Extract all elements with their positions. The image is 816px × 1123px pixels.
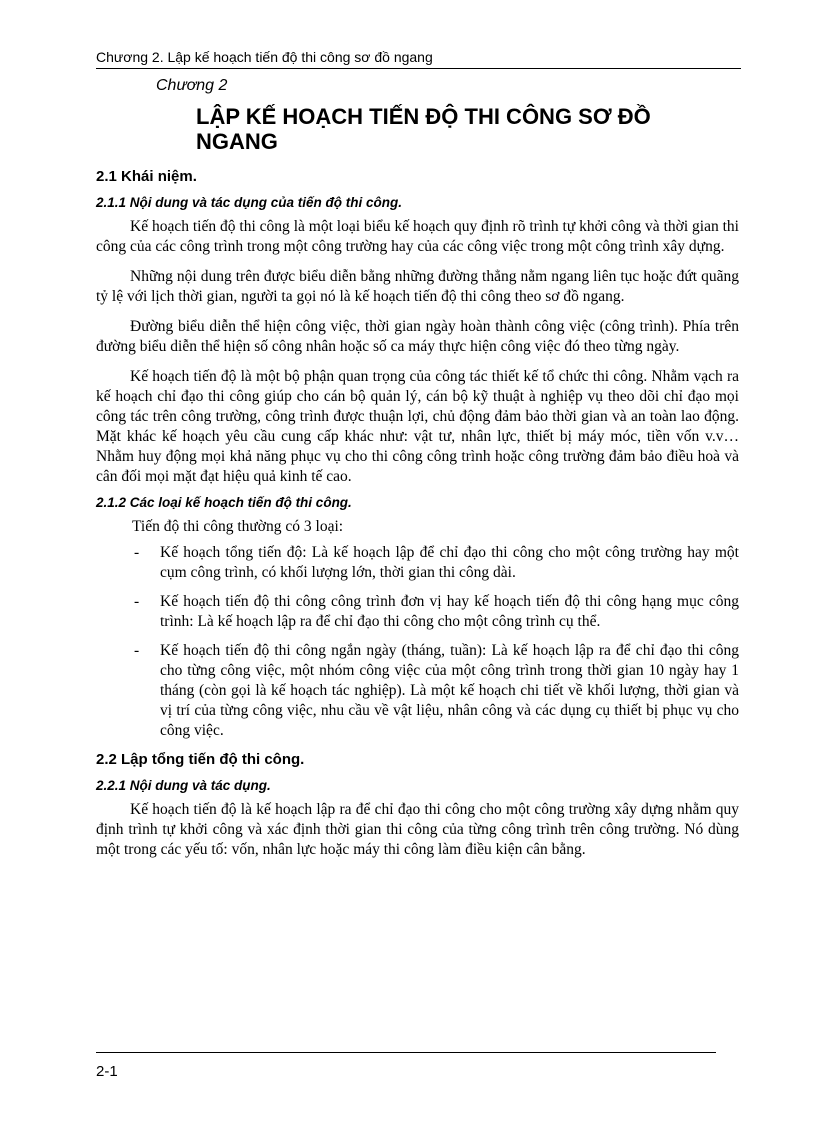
list-dash: - (134, 642, 140, 659)
paragraph: Kế hoạch tiến độ thi công là một loại biểu kế hoạch quy định rõ trình tự khởi công và thời gian thi công của các công trình trong một công trường hay của các công việc trong một công trình xây dựng. (96, 218, 739, 255)
paragraph: Những nội dung trên được biểu diễn bằng những đường thẳng nằm ngang liên tục hoặc đứt quãng tỷ lệ với lịch thời gian, người ta gọi nó là kế hoạch tiến độ thi công theo sơ đồ ngang. (96, 268, 739, 305)
page-body (96, 167, 739, 870)
footer-rule (96, 1052, 716, 1053)
chapter-label: Chương 2 (156, 77, 228, 94)
list-item (96, 641, 739, 741)
plan-types-list (96, 543, 739, 741)
section-heading-2-2: 2.2 Lập tổng tiến độ thi công. (96, 751, 305, 768)
subsection-heading-2-1-1: 2.1.1 Nội dung và tác dụng của tiến độ thi công. (96, 195, 403, 210)
list-intro: Tiến độ thi công thường có 3 loại: (132, 518, 344, 535)
section-heading-2-1: 2.1 Khái niệm. (96, 168, 197, 185)
list-item-text: Kế hoạch tổng tiến độ: Là kế hoạch lập để chỉ đạo thi công cho một công trường hay một cụm công trình, có khối lượng lớn, thời gian thi công dài. (160, 544, 739, 581)
running-header: Chương 2. Lập kế hoạch tiến độ thi công sơ đồ ngang (96, 49, 433, 65)
paragraph: Kế hoạch tiến độ là kế hoạch lập ra để chỉ đạo thi công cho một công trường xây dựng nhằm quy định trình tự khởi công và xác định thời gian thi công của từng công trình trên công trường. Nó dùng một trong các yếu tố: vốn, nhân lực hoặc máy thi công làm điều kiện cân bằng. (96, 801, 739, 858)
list-dash: - (134, 593, 140, 610)
subsection-heading-2-1-2: 2.1.2 Các loại kế hoạch tiến độ thi công. (96, 495, 352, 510)
list-item-text: Kế hoạch tiến độ thi công công trình đơn vị hay kế hoạch tiến độ thi công hạng mục công trình: Là kế hoạch lập ra để chỉ đạo thi công cho một công trình cụ thể. (160, 593, 739, 630)
list-item (96, 592, 739, 632)
list-item (96, 543, 739, 583)
header-rule (96, 68, 741, 69)
list-dash: - (134, 544, 140, 561)
page-number: 2-1 (96, 1063, 118, 1080)
subsection-heading-2-2-1: 2.2.1 Nội dung và tác dụng. (96, 778, 271, 793)
paragraph: Kế hoạch tiến độ là một bộ phận quan trọng của công tác thiết kế tổ chức thi công. Nhằm vạch ra kế hoạch chỉ đạo thi công giúp cho cán bộ quản lý, cán bộ kỹ thuật à nghiệp vụ theo dõi chỉ đạo mọi công tác trên công trường, công trình được thuận lợi, chủ động đảm bảo thời gian và an toàn lao động. Mặt khác kế hoạch yêu cầu cung cấp khác như: vật tư, nhân lực, thiết bị máy móc, tiền vốn v.v… Nhằm huy động mọi khả năng phục vụ cho thi công công trình hoặc công trường đảm bảo điều hoà và cân đối mọi mặt đạt hiệu quả kinh tế cao. (96, 368, 739, 485)
chapter-title: LẬP KẾ HOẠCH TIẾN ĐỘ THI CÔNG SƠ ĐỒ NGANG (196, 104, 651, 154)
paragraph: Đường biểu diễn thể hiện công việc, thời gian ngày hoàn thành công việc (công trình). Phía trên đường biểu diễn thể hiện số công nhân hoặc số ca máy thực hiện công việc đó theo từng ngày. (96, 318, 739, 355)
list-item-text: Kế hoạch tiến độ thi công ngắn ngày (tháng, tuần): Là kế hoạch lập ra để chỉ đạo thi công cho từng công việc, một nhóm công việc của một công trình trong thời gian 10 ngày hay 1 tháng (còn gọi là kế hoạch tác nghiệp). Là một kế hoạch chi tiết về khối lượng, thời gian và vị trí của từng công việc, nhu cầu về vật liệu, nhân công và các dụng cụ thiết bị phục vụ cho công việc. (160, 642, 739, 739)
